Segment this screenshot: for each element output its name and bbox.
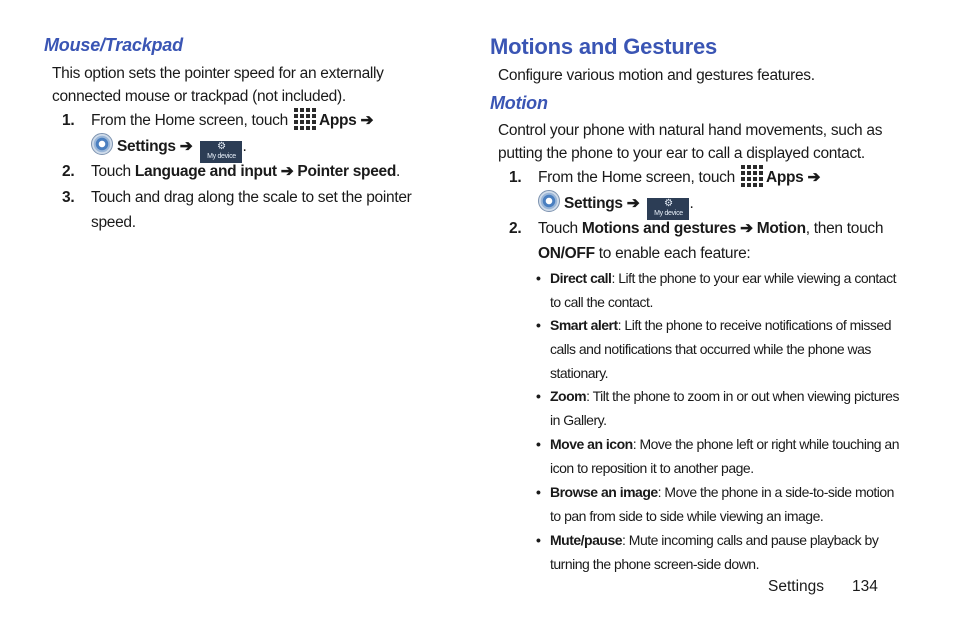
list-item-smart-alert: • Smart alert: Lift the phone to receive notifications of missed calls and notifications that occurred while the phone was stationary.	[536, 317, 891, 381]
my-device-tab-icon: ⚙ My device	[200, 141, 242, 163]
left-step-2: 2. Touch Language and input ➔ Pointer speed.	[62, 159, 422, 184]
feature-term: Smart alert	[550, 317, 618, 333]
phone-settings-icon: ⚙	[217, 141, 226, 152]
feature-desc: : Tilt the phone to zoom in or out when viewing pictures in Gallery.	[550, 388, 899, 428]
apps-label: Apps	[318, 112, 357, 129]
list-item-browse-image: • Browse an image: Move the phone in a side-to-side motion to pan from side to side while viewing an image.	[536, 484, 894, 524]
feature-desc: : Lift the phone to receive notifications of missed calls and notifications that occurred while the phone was stationary.	[550, 317, 891, 381]
on-off-label: ON/OFF	[538, 245, 595, 262]
motions-gestures-label: Motions and gestures	[581, 220, 737, 237]
step-text: Touch and drag along the scale to set the pointer speed.	[91, 189, 412, 231]
apps-grid-icon	[294, 108, 316, 130]
page-number: 134	[852, 578, 878, 595]
section-heading-mouse-trackpad: Mouse/Trackpad	[44, 35, 183, 55]
apps-label: Apps	[765, 169, 804, 186]
step-number: 1.	[509, 169, 522, 186]
feature-term: Direct call	[550, 270, 612, 286]
feature-desc: : Lift the phone to your ear while viewing a contact to call the contact.	[550, 270, 896, 310]
step-number: 1.	[62, 112, 75, 129]
feature-desc: : Move the phone left or right while touching an icon to reposition it to another page.	[550, 436, 899, 476]
arrow: ➔	[179, 138, 193, 155]
arrow: ➔	[807, 169, 821, 186]
page-title-motions-gestures: Motions and Gestures	[490, 34, 718, 59]
mouse-trackpad-intro: This option sets the pointer speed for an externally connected mouse or trackpad (not included).	[52, 65, 384, 105]
list-item-zoom: • Zoom: Tilt the phone to zoom in or out when viewing pictures in Gallery.	[536, 388, 899, 428]
settings-label: Settings	[564, 195, 623, 212]
step-text: From the Home screen, touch	[91, 112, 288, 129]
feature-term: Zoom	[550, 388, 587, 404]
settings-gear-icon	[538, 190, 560, 212]
step-number: 2.	[62, 163, 75, 180]
feature-desc: : Mute incoming calls and pause playback by turning the phone screen-side down.	[550, 532, 879, 572]
language-input-label: Language and input	[134, 163, 277, 180]
settings-label: Settings	[117, 138, 176, 155]
settings-gear-icon	[91, 133, 113, 155]
footer-section-name: Settings	[768, 578, 825, 595]
motion-description: Control your phone with natural hand movements, such as putting the phone to your ear to call a displayed contact.	[498, 122, 883, 162]
feature-desc: : Move the phone in a side-to-side motion to pan from side to side while viewing an image.	[550, 484, 894, 524]
step-number: 2.	[509, 220, 522, 237]
feature-term: Move an icon	[550, 436, 633, 452]
my-device-tab-icon: ⚙ My device	[647, 198, 689, 220]
motion-label: Motion	[756, 220, 806, 237]
right-step-2: 2. Touch Motions and gestures ➔ Motion, then touch ON/OFF to enable each feature:	[509, 216, 909, 266]
pointer-speed-label: Pointer speed	[297, 163, 397, 180]
motions-intro: Configure various motion and gestures features.	[498, 67, 815, 84]
list-item-move-icon: • Move an icon: Move the phone left or right while touching an icon to reposition it to another page.	[536, 436, 899, 476]
arrow: ➔	[626, 195, 640, 212]
step-text: From the Home screen, touch	[538, 169, 735, 186]
list-item-mute-pause: • Mute/pause: Mute incoming calls and pause playback by turning the phone screen-side down.	[536, 532, 879, 572]
feature-term: Browse an image	[550, 484, 658, 500]
apps-grid-icon	[741, 165, 763, 187]
arrow: ➔	[360, 112, 374, 129]
step-number: 3.	[62, 189, 75, 206]
left-step-3	[62, 185, 422, 235]
right-step-1: 1. From the Home screen, touch Apps ➔ Settings ➔ ⚙ My device.	[509, 165, 909, 215]
phone-settings-icon: ⚙	[664, 198, 673, 209]
feature-term: Mute/pause	[550, 532, 623, 548]
section-heading-motion: Motion	[490, 93, 548, 113]
list-item-direct-call: • Direct call: Lift the phone to your ear while viewing a contact to call the contact.	[536, 270, 896, 310]
left-step-1: 1. From the Home screen, touch Apps ➔ Settings ➔ ⚙ My device.	[62, 108, 422, 158]
